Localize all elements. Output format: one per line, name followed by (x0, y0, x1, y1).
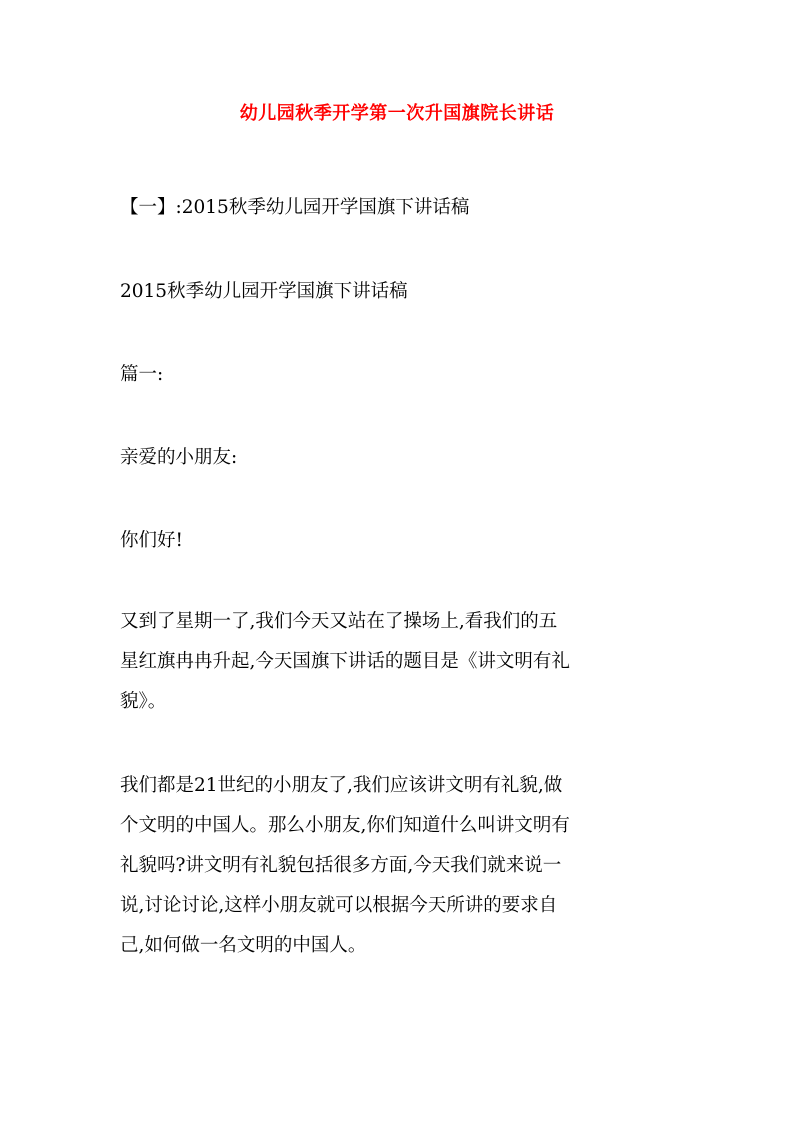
part-label: 篇一: (120, 364, 164, 385)
paragraph-2-line: 己,如何做一名文明的中国人。 (120, 935, 367, 956)
paragraph-2-line: 礼貌吗?讲文明有礼貌包括很多方面,今天我们就来说一 (120, 855, 562, 876)
section-heading: 【一】:2015秋季幼儿园开学国旗下讲话稿 (120, 197, 470, 218)
paragraph-1-line: 星红旗冉冉升起,今天国旗下讲话的题目是《讲文明有礼 (120, 651, 570, 672)
salutation: 亲爱的小朋友: (120, 447, 238, 468)
paragraph-2-line: 说,讨论讨论,这样小朋友就可以根据今天所讲的要求自 (120, 895, 558, 916)
subheading: 2015秋季幼儿园开学国旗下讲话稿 (120, 281, 408, 302)
paragraph-2-line: 个文明的中国人。那么小朋友,你们知道什么叫讲文明有 (120, 815, 570, 836)
paragraph-2 (120, 766, 680, 966)
paragraph-1-line: 貌》。 (120, 691, 167, 712)
document-title: 幼儿园秋季开学第一次升国旗院长讲话 (239, 103, 555, 124)
paragraph-2-line: 我们都是21世纪的小朋友了,我们应该讲文明有礼貌,做 (120, 775, 563, 796)
paragraph-1 (120, 602, 680, 722)
greeting: 你们好! (120, 530, 183, 551)
paragraph-1-line: 又到了星期一了,我们今天又站在了操场上,看我们的五 (120, 611, 558, 632)
